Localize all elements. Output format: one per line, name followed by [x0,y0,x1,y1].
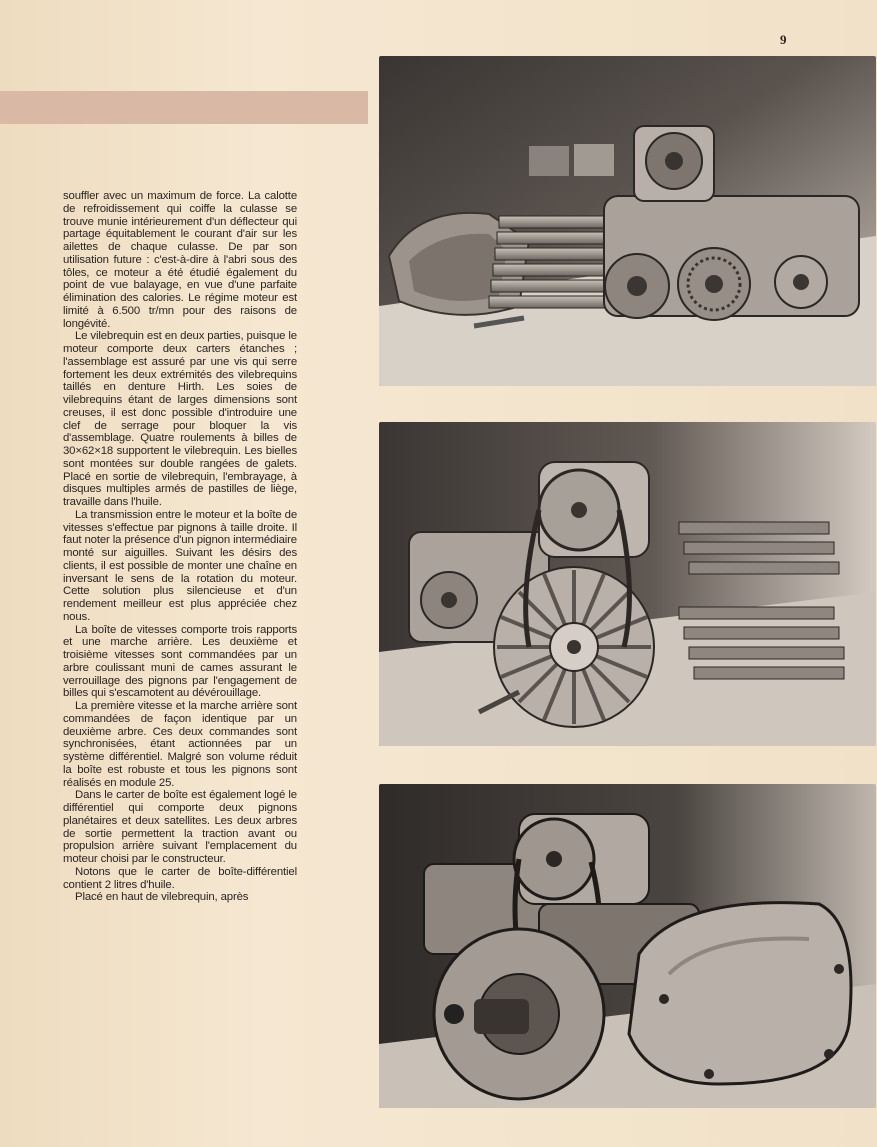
engine-photo-fan-view [379,422,876,746]
article-paragraph: La première vitesse et la marche arrière sont commandées de façon identique par un deuxième arbre. Ces deux commandes sont synchronisées, étant actionnées par un système différentiel. Malgré son volume réduit la boîte est robuste et tous les pignons sont réalisés en module 25. [63,700,297,789]
engine-photo-top-view [379,56,876,386]
engine-photo-gearbox-view [379,784,876,1108]
page-number: 9 [780,32,787,47]
article-paragraph: Placé en haut de vilebrequin, après [75,891,249,904]
article-body [63,190,297,904]
engine-photo-2-image [379,422,876,746]
article-paragraph: Dans le carter de boîte est également logé le différentiel qui comporte deux pignons planétaires et deux satellites. Les deux arbres de sortie permettent la traction avant ou propulsion arrière suivant l'emplacement du moteur choisi par le constructeur. [63,789,297,865]
header-color-band [0,91,368,124]
article-paragraph: La transmission entre le moteur et la boîte de vitesses s'effectue par pignons à taille droite. Il faut noter la présence d'un pignon intermédiaire monté sur aiguilles. Suivant les désirs des clients, il est possible de monter une chaîne en inversant le sens de la rotation du moteur. Cette solution plus silencieuse et d'un rendement meilleur est plus appréciée chez nous. [63,508,297,623]
engine-photo-1-image [379,56,876,386]
engine-photo-3-image [379,784,876,1108]
article-paragraph: La boîte de vitesses comporte trois rapports et une marche arrière. Les deuxième et troisième vitesses sont commandées par un arbre coulissant muni de cames assurant le verrouillage des pignons par l'engagement de billes qui s'escamotent au dévérouillage. [63,623,297,700]
article-paragraph: Le vilebrequin est en deux parties, puisque le moteur comporte deux carters étanches ; l'assemblage est assuré par une vis qui serre fortement les deux extrémités des vilebrequins taillés en denture Hirth. Les soies de vilebrequins étant de larges dimensions sont creuses, il est donc possible d'introduire une clef de serrage pour bloquer la vis d'assemblage. Quatre roulements à billes de 30×62×18 supportent le vilebrequin. Les bielles sont montées sur double rangées de galets. Placé en sortie de vilebrequin, l'embrayage, à disques multiples armés de pastilles de liège, travaille dans l'huile. [63,330,297,508]
article-paragraph: souffler avec un maximum de force. La calotte de refroidissement qui coiffe la culasse se trouve munie intérieurement d'un déflecteur qui partage équitablement le courant d'air sur les ailettes de chaque culasse. De par son utilisation future : c'est-à-dire à l'abri sous des tôles, ce moteur a été étudié également du point de vue balayage, en vue d'une parfaite élimination des calories. Le régime moteur est limité à 6.500 tr/mn pour des raisons de longévité. [63,190,297,330]
article-paragraph: Notons que le carter de boîte-différentiel contient 2 litres d'huile. [63,865,297,891]
